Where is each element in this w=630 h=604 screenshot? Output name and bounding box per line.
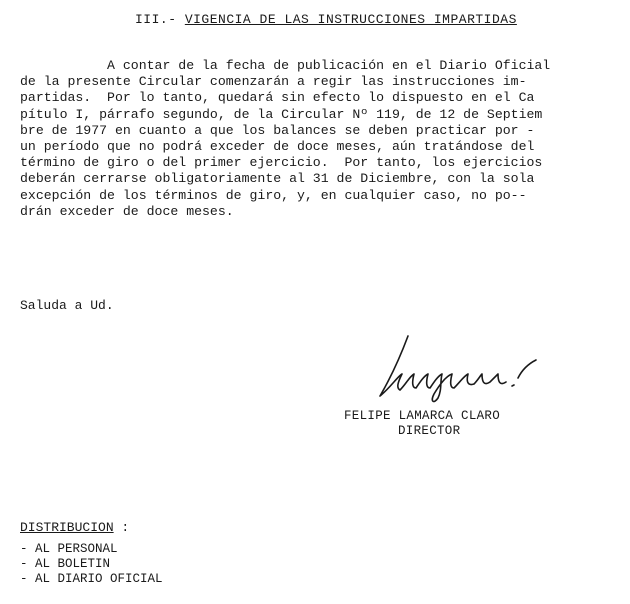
distribution-list <box>20 542 163 587</box>
paragraph-line: drán exceder de doce meses. <box>20 203 234 219</box>
section-title: VIGENCIA DE LAS INSTRUCCIONES IMPARTIDAS <box>184 12 517 27</box>
distribution-label: DISTRIBUCION <box>20 520 114 535</box>
distribution-heading <box>20 520 129 535</box>
signer-name: FELIPE LAMARCA CLARO <box>344 409 501 423</box>
paragraph-line: de la presente Circular comenzarán a regir las instrucciones im- <box>20 74 527 90</box>
paragraph-line: deberán cerrarse obligatoriamente al 31 de Diciembre, con la sola <box>20 171 535 187</box>
section-number: III.- <box>135 12 177 27</box>
paragraph-line: A contar de la fecha de publicación en el Diario Oficial <box>20 58 551 73</box>
handwritten-signature <box>368 330 548 410</box>
section-heading <box>135 12 517 27</box>
paragraph-line: bre de 1977 en cuanto a que los balances se deben practicar por - <box>20 122 535 138</box>
body-paragraph <box>20 58 612 220</box>
paragraph-line: pítulo I, párrafo segundo, de la Circular Nº 119, de 12 de Septiem <box>20 106 543 122</box>
list-item: - AL BOLETIN <box>20 557 111 571</box>
closing-salutation: Saluda a Ud. <box>20 298 114 313</box>
paragraph-line: excepción de los términos de giro, y, en cualquier caso, no po-- <box>20 187 527 203</box>
signer-title: DIRECTOR <box>398 424 461 438</box>
paragraph-line: un período que no podrá exceder de doce meses, aún tratándose del <box>20 138 535 154</box>
paragraph-line: término de giro o del primer ejercicio. Por tanto, los ejercicios <box>20 155 543 171</box>
distribution-colon: : <box>113 520 130 535</box>
list-item: - AL DIARIO OFICIAL <box>20 572 163 586</box>
list-item: - AL PERSONAL <box>20 542 118 556</box>
paragraph-line: partidas. Por lo tanto, quedará sin efecto lo dispuesto en el Ca <box>20 90 535 106</box>
